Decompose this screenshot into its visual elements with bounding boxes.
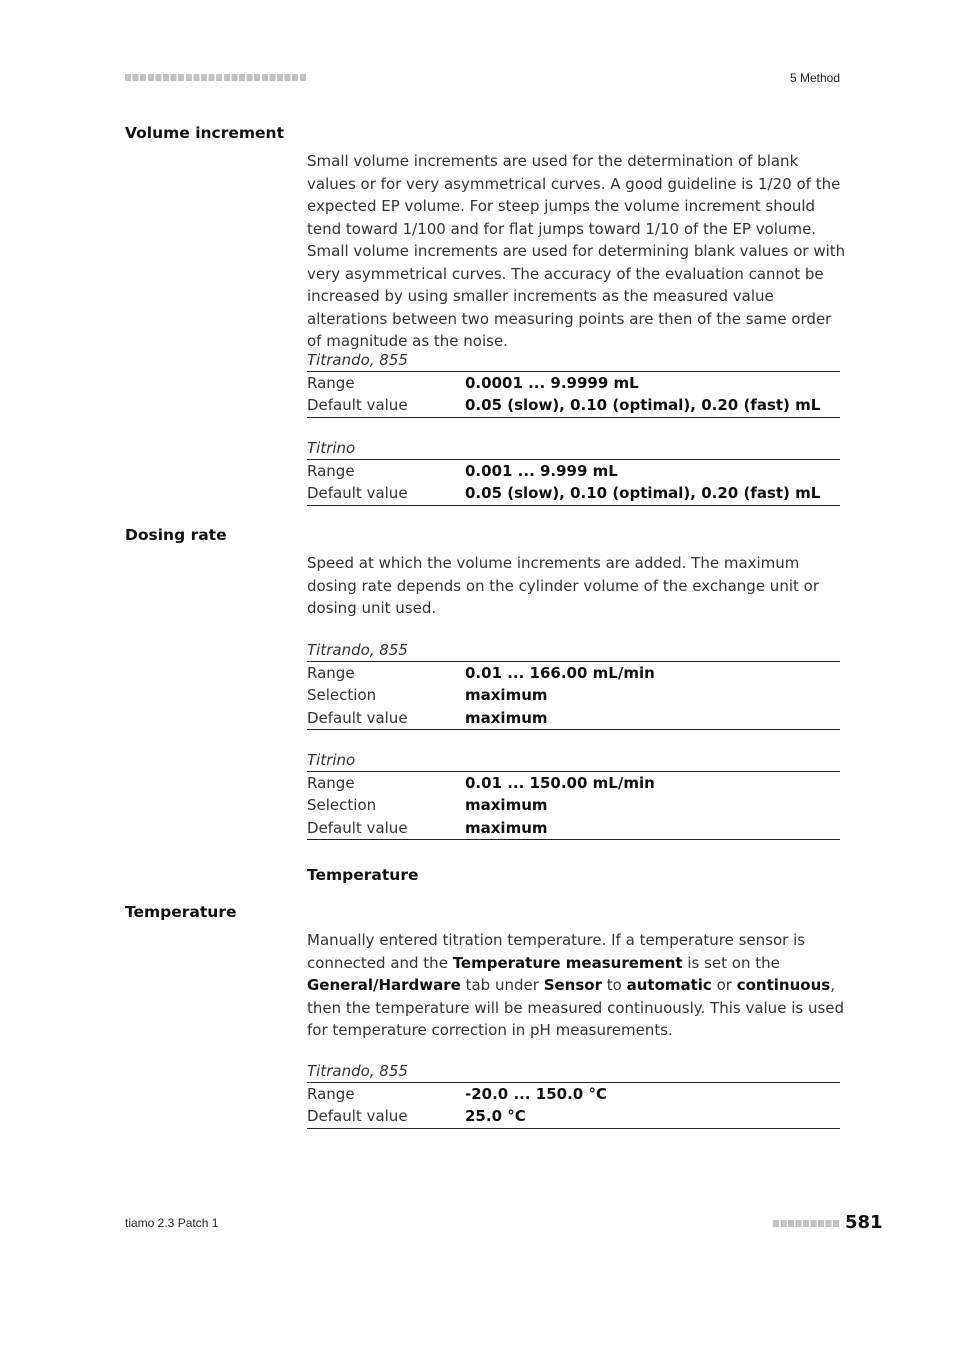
table-row bbox=[307, 794, 840, 816]
table-row bbox=[307, 394, 840, 416]
table-caption: Titrino bbox=[307, 749, 840, 772]
row-label: Default value bbox=[307, 484, 408, 503]
table-row bbox=[307, 460, 840, 482]
table-row bbox=[307, 1105, 840, 1127]
table-row bbox=[307, 707, 840, 729]
row-value: 0.05 (slow), 0.10 (optimal), 0.20 (fast) mL bbox=[465, 484, 821, 503]
table-bottom-rule bbox=[307, 417, 840, 418]
row-label: Selection bbox=[307, 686, 377, 705]
subsection-heading-temperature: Temperature bbox=[307, 866, 419, 884]
chapter-label: 5 Method bbox=[789, 71, 840, 85]
row-label: Range bbox=[307, 664, 355, 682]
ui-term-sensor: Sensor bbox=[543, 976, 602, 994]
ui-term-temperature-measurement: Temperature measurement bbox=[452, 953, 683, 972]
table-row bbox=[307, 817, 840, 839]
table-bottom-rule bbox=[307, 839, 840, 840]
row-value: maximum bbox=[465, 708, 548, 727]
row-value: maximum bbox=[465, 818, 548, 837]
table-bottom-rule bbox=[307, 729, 840, 730]
row-label: Range bbox=[307, 374, 355, 392]
text-run: is set on the bbox=[682, 953, 780, 972]
table-row bbox=[307, 1083, 840, 1105]
row-label: Default value bbox=[307, 1107, 408, 1126]
row-label: Range bbox=[307, 462, 355, 480]
section-title-dosing-rate: Dosing rate bbox=[125, 526, 227, 544]
paragraph-dosing-rate: Speed at which the volume increments are added. The maximum dosing rate depends on the cylinder volume of the exchange unit or dosing unit used. bbox=[307, 554, 819, 617]
row-value: -20.0 ... 150.0 °C bbox=[465, 1085, 607, 1103]
text-run: Manually entered titration temperature. If a temperature sensor is connected and the bbox=[307, 931, 806, 972]
section-title-volume-increment: Volume increment bbox=[125, 124, 285, 142]
row-label: Selection bbox=[307, 796, 377, 815]
paragraph-volume-increment: Small volume increments are used for the determination of blank values or for very asymmetrical curves. A good guideline is 1/20 of the expected EP volume. For steep jumps the volume increment should tend toward 1/100 and for flat jumps toward 1/10 of the EP volume. Small volume increments are used for determining blank values or with very asymmetrical curves. The accuracy of the evaluation cannot be increased by using smaller increments as the measured value alterations between two measuring points are then of the same order of magnitude as the noise. bbox=[307, 152, 846, 350]
footer-decoration bbox=[773, 1220, 840, 1227]
table-volume-increment-titrando bbox=[307, 349, 840, 418]
row-label: Range bbox=[307, 774, 355, 792]
table-row bbox=[307, 662, 840, 684]
table-row bbox=[307, 372, 840, 394]
header-decoration bbox=[125, 74, 307, 81]
table-dosing-rate-titrino bbox=[307, 749, 840, 840]
page-number: 581 bbox=[845, 1212, 883, 1233]
row-label: Default value bbox=[307, 818, 408, 837]
table-temperature-titrando bbox=[307, 1060, 840, 1129]
row-value: 0.05 (slow), 0.10 (optimal), 0.20 (fast) mL bbox=[465, 396, 821, 415]
row-value: 0.01 ... 150.00 mL/min bbox=[465, 774, 655, 792]
row-value: 25.0 °C bbox=[465, 1107, 526, 1126]
row-value: maximum bbox=[465, 796, 548, 815]
table-dosing-rate-titrando bbox=[307, 639, 840, 730]
ui-term-general-hardware: General/Hardware bbox=[307, 976, 461, 994]
table-caption: Titrino bbox=[307, 437, 840, 460]
table-row bbox=[307, 772, 840, 794]
row-value: 0.01 ... 166.00 mL/min bbox=[465, 664, 655, 682]
text-run: or bbox=[711, 976, 737, 994]
row-value: 0.001 ... 9.999 mL bbox=[465, 462, 618, 480]
row-label: Default value bbox=[307, 396, 408, 415]
ui-term-continuous: continuous bbox=[736, 976, 831, 994]
table-volume-increment-titrino bbox=[307, 437, 840, 506]
text-run: tab under bbox=[460, 976, 544, 994]
table-caption: Titrando, 855 bbox=[307, 1060, 840, 1083]
paragraph-temperature bbox=[307, 929, 847, 1042]
row-label: Default value bbox=[307, 708, 408, 727]
table-bottom-rule bbox=[307, 505, 840, 506]
table-bottom-rule bbox=[307, 1128, 840, 1129]
table-row bbox=[307, 684, 840, 706]
table-caption: Titrando, 855 bbox=[307, 349, 840, 372]
text-run: , then the temperature will be measured continuously. This value is used for temperature correction in pH measurements. bbox=[307, 976, 845, 1039]
row-value: maximum bbox=[465, 686, 548, 705]
footer-product: tiamo 2.3 Patch 1 bbox=[125, 1216, 219, 1230]
row-label: Range bbox=[307, 1085, 355, 1103]
row-value: 0.0001 ... 9.9999 mL bbox=[465, 374, 639, 392]
table-caption: Titrando, 855 bbox=[307, 639, 840, 662]
text-run: to bbox=[601, 976, 627, 994]
section-title-temperature: Temperature bbox=[125, 903, 237, 921]
ui-term-automatic: automatic bbox=[626, 976, 712, 994]
table-row bbox=[307, 482, 840, 504]
